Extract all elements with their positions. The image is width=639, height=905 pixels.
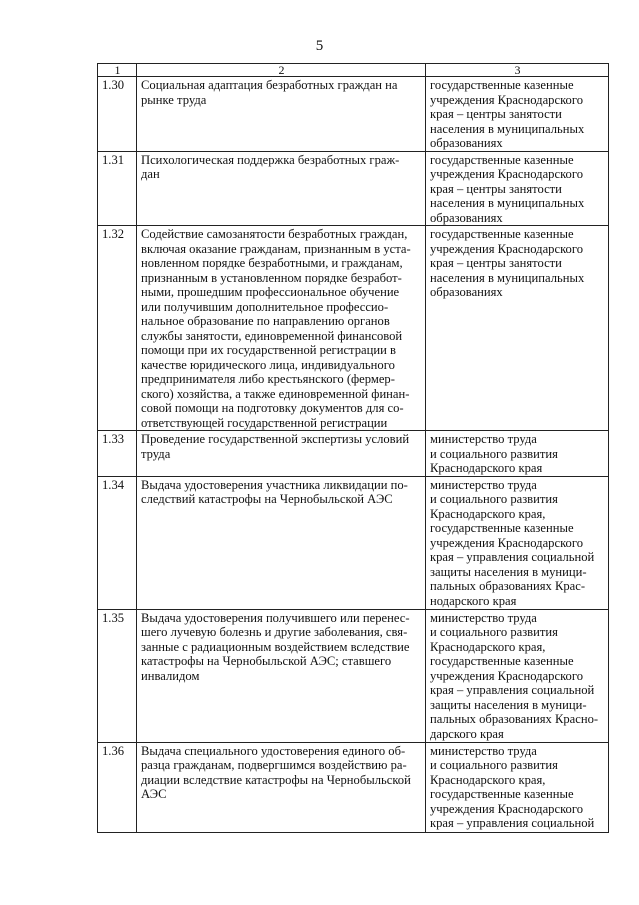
- responsible-organization: министерство труда и социального развития Краснодарского края, государственные казенные учреждения Краснодарского края – управления социальной защиты населения в муници- пальных образованиях Красно- дарского края: [426, 609, 609, 742]
- service-description: Выдача удостоверения получившего или перенес- шего лучевую болезнь и другие заболевания, свя- занные с радиационным воздействием вследствие катастрофы на Чернобыльской АЭС; ставшего инвалидом: [137, 609, 426, 742]
- table-row: [98, 742, 609, 832]
- responsible-organization: министерство труда и социального развития Краснодарского края, государственные казенные учреждения Краснодарского края – управления социальной защиты населения в муници- пальных образованиях Крас- нодарского края: [426, 476, 609, 609]
- header-col-2: 2: [137, 64, 426, 77]
- service-description: Социальная адаптация безработных граждан на рынке труда: [137, 77, 426, 152]
- row-number: 1.34: [98, 476, 137, 609]
- page-number: 5: [315, 38, 324, 54]
- row-number: 1.31: [98, 151, 137, 226]
- responsible-organization: министерство труда и социального развития Краснодарского края, государственные казенные учреждения Краснодарского края – управления социальной: [426, 742, 609, 832]
- header-col-1: 1: [98, 64, 137, 77]
- service-description: Психологическая поддержка безработных граж- дан: [137, 151, 426, 226]
- row-number: 1.36: [98, 742, 137, 832]
- responsible-organization: государственные казенные учреждения Краснодарского края – центры занятости населения в муниципальных образованиях: [426, 151, 609, 226]
- table-header-row: [98, 64, 609, 77]
- row-number: 1.33: [98, 431, 137, 477]
- responsible-organization: министерство труда и социального развития Краснодарского края: [426, 431, 609, 477]
- responsible-organization: государственные казенные учреждения Краснодарского края – центры занятости населения в муниципальных образованиях: [426, 226, 609, 431]
- row-number: 1.35: [98, 609, 137, 742]
- services-table: [97, 63, 609, 833]
- header-col-3: 3: [426, 64, 609, 77]
- service-description: Содействие самозанятости безработных граждан, включая оказание гражданам, признанным в уста- новленном порядке безработными, и гражданам, признанным в установленном порядке безработ- ными, прошедшим профессиональное обучение или получившим дополнительное профессио- нальное образование по направлению органов службы занятости, единовременной финансовой помощи при их государственной регистрации в качестве юридического лица, индивидуального предпринимателя либо крестьянского (фермер- ского) хозяйства, а также единовременной финан- совой помощи на подготовку документов для со- ответствующей государственной регистрации: [137, 226, 426, 431]
- table-row: [98, 476, 609, 609]
- table-row: [98, 151, 609, 226]
- service-description: Выдача специального удостоверения единого об- разца гражданам, подвергшимся воздействию ра- диации вследствие катастрофы на Чернобыльской АЭС: [137, 742, 426, 832]
- service-description: Выдача удостоверения участника ликвидации по- следствий катастрофы на Чернобыльской АЭС: [137, 476, 426, 609]
- table-row: [98, 226, 609, 431]
- responsible-organization: государственные казенные учреждения Краснодарского края – центры занятости населения в муниципальных образованиях: [426, 77, 609, 152]
- service-description: Проведение государственной экспертизы условий труда: [137, 431, 426, 477]
- row-number: 1.32: [98, 226, 137, 431]
- table-row: [98, 77, 609, 152]
- table-row: [98, 609, 609, 742]
- row-number: 1.30: [98, 77, 137, 152]
- table-row: [98, 431, 609, 477]
